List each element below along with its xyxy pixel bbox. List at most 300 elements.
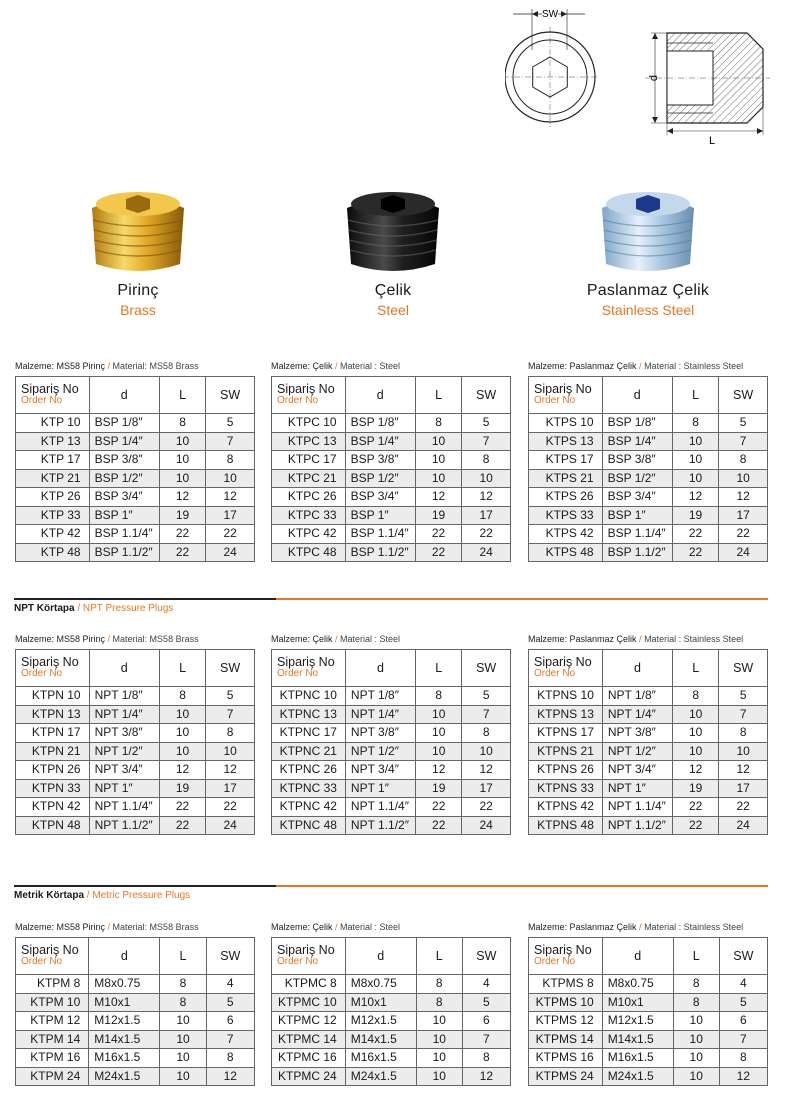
length-cell: 10 xyxy=(416,1012,462,1031)
thread-cell: M10x1 xyxy=(602,993,673,1012)
divider xyxy=(276,885,768,887)
material-label: Malzeme: MS58 Pirinç / Material: MS58 Brass xyxy=(15,361,199,371)
sw-cell: 8 xyxy=(719,724,768,743)
length-cell: 22 xyxy=(416,798,462,817)
length-cell: 22 xyxy=(415,543,461,562)
order-no-cell: KTPNS 10 xyxy=(529,687,603,706)
thread-cell: BSP 1.1/4″ xyxy=(602,525,672,544)
thread-cell: NPT 1/2″ xyxy=(602,742,672,761)
length-cell: 22 xyxy=(416,816,462,835)
sw-cell: 5 xyxy=(719,687,768,706)
thread-cell: M16x1.5 xyxy=(89,1049,160,1068)
header-order-no-tr: Sipariş No xyxy=(534,382,592,396)
length-cell: 10 xyxy=(160,1049,206,1068)
length-cell: 22 xyxy=(415,525,461,544)
thread-cell: M10x1 xyxy=(89,993,160,1012)
header-sw: SW xyxy=(206,650,255,687)
sw-cell: 7 xyxy=(462,432,511,451)
material-label: Malzeme: Çelik / Material : Steel xyxy=(271,922,401,932)
length-cell: 22 xyxy=(159,798,205,817)
length-cell: 10 xyxy=(416,1030,462,1049)
order-no-cell: KTPMC 14 xyxy=(272,1030,346,1049)
length-cell: 22 xyxy=(159,543,205,562)
table-row xyxy=(529,798,768,817)
thread-cell: M8x0.75 xyxy=(89,975,160,994)
table-row xyxy=(272,469,511,488)
sw-cell: 7 xyxy=(206,1030,254,1049)
product-name-tr: Çelik xyxy=(374,282,412,299)
length-cell: 19 xyxy=(416,779,462,798)
sw-cell: 17 xyxy=(206,506,255,525)
bsp-stainless-table xyxy=(528,376,768,562)
header-order-no-en: Order No xyxy=(21,956,63,967)
order-no-cell: KTPMC 10 xyxy=(272,993,346,1012)
sw-cell: 10 xyxy=(719,742,768,761)
sw-cell: 12 xyxy=(719,1067,767,1086)
table-row xyxy=(16,451,255,470)
header-l: L xyxy=(160,938,206,975)
table-row xyxy=(272,525,511,544)
thread-cell: NPT 3/8″ xyxy=(345,724,415,743)
sw-cell: 22 xyxy=(462,525,511,544)
sw-cell: 8 xyxy=(462,1049,510,1068)
order-no-cell: KTPM 12 xyxy=(16,1012,89,1031)
d-label: d xyxy=(648,74,660,82)
product-name-tr: Paslanmaz Çelik xyxy=(586,282,710,299)
order-no-cell: KTPNC 42 xyxy=(272,798,346,817)
sw-cell: 8 xyxy=(206,451,255,470)
sw-cell: 24 xyxy=(206,543,255,562)
order-no-cell: KTPS 48 xyxy=(529,543,603,562)
order-no-cell: KTPMC 12 xyxy=(272,1012,346,1031)
sw-cell: 8 xyxy=(206,724,255,743)
length-cell: 12 xyxy=(672,488,718,507)
header-l: L xyxy=(673,938,719,975)
order-no-cell: KTPNC 33 xyxy=(272,779,346,798)
length-cell: 19 xyxy=(673,779,719,798)
table-row xyxy=(16,506,255,525)
table-row xyxy=(272,1030,511,1049)
length-cell: 10 xyxy=(672,432,718,451)
table-row xyxy=(16,993,255,1012)
material-label: Malzeme: Paslanmaz Çelik / Material : Stainless Steel xyxy=(528,922,744,932)
table-row xyxy=(16,779,255,798)
thread-cell: NPT 1/4″ xyxy=(89,705,159,724)
thread-cell: BSP 1.1/4″ xyxy=(89,525,159,544)
thread-cell: M24x1.5 xyxy=(345,1067,416,1086)
sw-cell: 8 xyxy=(719,451,768,470)
order-no-cell: KTPMC 16 xyxy=(272,1049,346,1068)
thread-cell: M16x1.5 xyxy=(345,1049,416,1068)
product-stainless xyxy=(548,186,748,318)
sw-cell: 24 xyxy=(719,816,768,835)
thread-cell: M8x0.75 xyxy=(602,975,673,994)
order-no-cell: KTPM 10 xyxy=(16,993,89,1012)
order-no-cell: KTPN 17 xyxy=(16,724,90,743)
table-row xyxy=(529,469,768,488)
table-row xyxy=(529,816,768,835)
table-row xyxy=(16,543,255,562)
order-no-cell: KTPNC 21 xyxy=(272,742,346,761)
table-row xyxy=(272,798,511,817)
metric-brass-table xyxy=(15,937,255,1086)
table-row xyxy=(529,724,768,743)
thread-cell: NPT 1.1/2″ xyxy=(89,816,159,835)
thread-cell: M24x1.5 xyxy=(602,1067,673,1086)
thread-cell: BSP 3/8″ xyxy=(602,451,672,470)
order-no-cell: KTPS 21 xyxy=(529,469,603,488)
order-no-cell: KTPM 16 xyxy=(16,1049,89,1068)
header-sw: SW xyxy=(462,938,510,975)
thread-cell: BSP 1″ xyxy=(602,506,672,525)
sw-cell: 5 xyxy=(719,414,768,433)
sw-cell: 7 xyxy=(206,705,255,724)
length-cell: 12 xyxy=(416,761,462,780)
table-row xyxy=(529,432,768,451)
table-header xyxy=(16,938,255,975)
thread-cell: M12x1.5 xyxy=(89,1012,160,1031)
order-no-cell: KTPC 13 xyxy=(272,432,346,451)
table-header xyxy=(529,650,768,687)
order-no-cell: KTPNC 48 xyxy=(272,816,346,835)
material-label: Malzeme: MS58 Pirinç / Material: MS58 Brass xyxy=(15,634,199,644)
table-row xyxy=(16,1049,255,1068)
length-cell: 22 xyxy=(159,816,205,835)
order-no-cell: KTPM 8 xyxy=(16,975,89,994)
order-no-cell: KTPM 24 xyxy=(16,1067,89,1086)
sw-cell: 22 xyxy=(462,798,511,817)
length-cell: 19 xyxy=(159,506,205,525)
header-order-no xyxy=(16,650,90,687)
table-row xyxy=(272,543,511,562)
length-cell: 10 xyxy=(160,1012,206,1031)
order-no-cell: KTPM 14 xyxy=(16,1030,89,1049)
sw-cell: 22 xyxy=(719,525,768,544)
table-row xyxy=(16,724,255,743)
header-sw: SW xyxy=(462,650,511,687)
npt-section-header: NPT Körtapa / NPT Pressure Plugs xyxy=(14,603,768,623)
sw-cell: 5 xyxy=(206,687,255,706)
table-row xyxy=(529,779,768,798)
order-no-cell: KTPNC 17 xyxy=(272,724,346,743)
order-no-cell: KTP 10 xyxy=(16,414,90,433)
table-row xyxy=(16,798,255,817)
order-no-cell: KTPNS 33 xyxy=(529,779,603,798)
order-no-cell: KTP 17 xyxy=(16,451,90,470)
length-cell: 8 xyxy=(673,687,719,706)
thread-cell: NPT 1.1/4″ xyxy=(89,798,159,817)
length-cell: 10 xyxy=(416,1049,462,1068)
length-cell: 10 xyxy=(416,742,462,761)
sw-cell: 10 xyxy=(719,469,768,488)
table-row xyxy=(16,975,255,994)
table-row xyxy=(272,1067,511,1086)
metric-stainless-table xyxy=(528,937,768,1086)
table-row xyxy=(272,488,511,507)
header-sw: SW xyxy=(719,938,767,975)
sw-cell: 10 xyxy=(462,469,511,488)
sw-cell: 12 xyxy=(206,488,255,507)
stainless-plug-image xyxy=(588,186,708,276)
header-order-no xyxy=(272,938,346,975)
sw-cell: 5 xyxy=(462,687,511,706)
length-cell: 10 xyxy=(673,705,719,724)
sw-cell: 12 xyxy=(719,761,768,780)
thread-cell: NPT 3/8″ xyxy=(602,724,672,743)
length-cell: 10 xyxy=(416,724,462,743)
sw-cell: 5 xyxy=(719,993,767,1012)
header-sw: SW xyxy=(719,377,768,414)
table-row xyxy=(529,742,768,761)
thread-cell: M14x1.5 xyxy=(345,1030,416,1049)
material-label: Malzeme: Çelik / Material : Steel xyxy=(271,634,401,644)
header-d: d xyxy=(89,650,159,687)
sw-cell: 22 xyxy=(719,798,768,817)
table-row xyxy=(529,506,768,525)
material-label: Malzeme: Paslanmaz Çelik / Material : Stainless Steel xyxy=(528,634,744,644)
table-row xyxy=(16,1012,255,1031)
order-no-cell: KTPMC 24 xyxy=(272,1067,346,1086)
header-order-no-tr: Sipariş No xyxy=(21,655,79,669)
thread-cell: BSP 1.1/2″ xyxy=(345,543,415,562)
thread-cell: BSP 3/4″ xyxy=(89,488,159,507)
header-order-no-en: Order No xyxy=(277,668,319,679)
thread-cell: M24x1.5 xyxy=(89,1067,160,1086)
sw-cell: 17 xyxy=(206,779,255,798)
header-order-no-en: Order No xyxy=(534,668,576,679)
l-label: L xyxy=(708,135,716,145)
table-row xyxy=(529,414,768,433)
table-row xyxy=(529,488,768,507)
thread-cell: NPT 1.1/2″ xyxy=(345,816,415,835)
order-no-cell: KTPS 33 xyxy=(529,506,603,525)
table-row xyxy=(529,761,768,780)
thread-cell: BSP 1/2″ xyxy=(345,469,415,488)
thread-cell: BSP 3/8″ xyxy=(89,451,159,470)
length-cell: 10 xyxy=(415,432,461,451)
table-row xyxy=(16,1067,255,1086)
metric-section-header: Metrik Körtapa / Metric Pressure Plugs xyxy=(14,890,768,910)
sw-cell: 17 xyxy=(462,779,511,798)
header-l: L xyxy=(416,938,462,975)
length-cell: 19 xyxy=(415,506,461,525)
order-no-cell: KTPN 21 xyxy=(16,742,90,761)
table-row xyxy=(16,414,255,433)
header-order-no-tr: Sipariş No xyxy=(21,943,79,957)
thread-cell: BSP 1/8″ xyxy=(89,414,159,433)
order-no-cell: KTPNS 13 xyxy=(529,705,603,724)
thread-cell: NPT 1/8″ xyxy=(602,687,672,706)
sw-cell: 4 xyxy=(719,975,767,994)
length-cell: 8 xyxy=(160,975,206,994)
table-row xyxy=(272,451,511,470)
thread-cell: BSP 1/4″ xyxy=(345,432,415,451)
table-row xyxy=(272,687,511,706)
sw-cell: 8 xyxy=(462,451,511,470)
thread-cell: BSP 1/2″ xyxy=(602,469,672,488)
product-name-en: Stainless Steel xyxy=(601,302,695,318)
thread-cell: BSP 3/4″ xyxy=(345,488,415,507)
divider xyxy=(276,598,768,600)
header-l: L xyxy=(415,377,461,414)
length-cell: 12 xyxy=(415,488,461,507)
table-row xyxy=(529,687,768,706)
sw-cell: 7 xyxy=(462,705,511,724)
length-cell: 10 xyxy=(159,742,205,761)
sw-cell: 8 xyxy=(719,1049,767,1068)
order-no-cell: KTPMS 8 xyxy=(529,975,603,994)
table-row xyxy=(529,1030,768,1049)
sw-cell: 6 xyxy=(719,1012,767,1031)
header-order-no-en: Order No xyxy=(534,395,576,406)
order-no-cell: KTPC 21 xyxy=(272,469,346,488)
thread-cell: NPT 1.1/4″ xyxy=(602,798,672,817)
table-row xyxy=(529,543,768,562)
table-row xyxy=(529,1067,768,1086)
thread-cell: M16x1.5 xyxy=(602,1049,673,1068)
sw-cell: 4 xyxy=(462,975,510,994)
thread-cell: M12x1.5 xyxy=(602,1012,673,1031)
thread-cell: NPT 1.1/4″ xyxy=(345,798,415,817)
material-label: Malzeme: Paslanmaz Çelik / Material : Stainless Steel xyxy=(528,361,744,371)
table-row xyxy=(272,761,511,780)
length-cell: 12 xyxy=(159,761,205,780)
order-no-cell: KTPC 26 xyxy=(272,488,346,507)
header-order-no-tr: Sipariş No xyxy=(534,655,592,669)
order-no-cell: KTPNC 10 xyxy=(272,687,346,706)
length-cell: 10 xyxy=(673,1030,719,1049)
order-no-cell: KTPN 10 xyxy=(16,687,90,706)
sw-cell: 6 xyxy=(206,1012,254,1031)
length-cell: 12 xyxy=(159,488,205,507)
header-sw: SW xyxy=(462,377,511,414)
table-header xyxy=(529,377,768,414)
length-cell: 8 xyxy=(673,975,719,994)
product-name-tr: Pirinç xyxy=(117,282,159,299)
sw-cell: 22 xyxy=(206,525,255,544)
sw-cell: 12 xyxy=(719,488,768,507)
length-cell: 8 xyxy=(159,687,205,706)
order-no-cell: KTPS 13 xyxy=(529,432,603,451)
order-no-cell: KTPN 33 xyxy=(16,779,90,798)
order-no-cell: KTPS 42 xyxy=(529,525,603,544)
thread-cell: BSP 1/4″ xyxy=(602,432,672,451)
material-label: Malzeme: Çelik / Material : Steel xyxy=(271,361,401,371)
sw-cell: 17 xyxy=(719,779,768,798)
header-l: L xyxy=(673,650,719,687)
thread-cell: NPT 1/8″ xyxy=(89,687,159,706)
thread-cell: NPT 3/8″ xyxy=(89,724,159,743)
length-cell: 8 xyxy=(416,687,462,706)
technical-drawing xyxy=(505,5,775,145)
header-d: d xyxy=(602,938,673,975)
thread-cell: BSP 3/8″ xyxy=(345,451,415,470)
npt-stainless-table xyxy=(528,649,768,835)
length-cell: 10 xyxy=(673,742,719,761)
header-d: d xyxy=(345,650,415,687)
header-order-no xyxy=(16,377,90,414)
thread-cell: M14x1.5 xyxy=(602,1030,673,1049)
length-cell: 10 xyxy=(673,1067,719,1086)
table-row xyxy=(529,525,768,544)
thread-cell: NPT 1.1/2″ xyxy=(602,816,672,835)
table-row xyxy=(272,705,511,724)
order-no-cell: KTPMS 12 xyxy=(529,1012,603,1031)
order-no-cell: KTPS 26 xyxy=(529,488,603,507)
length-cell: 8 xyxy=(159,414,205,433)
thread-cell: M8x0.75 xyxy=(345,975,416,994)
npt-steel-table xyxy=(271,649,511,835)
order-no-cell: KTPN 26 xyxy=(16,761,90,780)
header-d: d xyxy=(89,938,160,975)
thread-cell: NPT 3/4″ xyxy=(345,761,415,780)
thread-cell: BSP 1″ xyxy=(89,506,159,525)
sw-cell: 12 xyxy=(462,1067,510,1086)
header-order-no xyxy=(16,938,89,975)
header-d: d xyxy=(345,938,416,975)
length-cell: 8 xyxy=(416,993,462,1012)
header-order-no-en: Order No xyxy=(277,956,319,967)
sw-cell: 12 xyxy=(206,1067,254,1086)
sw-cell: 12 xyxy=(206,761,255,780)
thread-cell: M14x1.5 xyxy=(89,1030,160,1049)
sw-cell: 6 xyxy=(462,1012,510,1031)
header-order-no-tr: Sipariş No xyxy=(21,382,79,396)
thread-cell: BSP 1″ xyxy=(345,506,415,525)
header-sw: SW xyxy=(206,377,255,414)
thread-cell: NPT 1/4″ xyxy=(345,705,415,724)
table-header xyxy=(272,938,511,975)
sw-cell: 5 xyxy=(462,993,510,1012)
table-row xyxy=(16,687,255,706)
header-order-no-en: Order No xyxy=(21,395,63,406)
order-no-cell: KTP 26 xyxy=(16,488,90,507)
table-row xyxy=(272,816,511,835)
table-row xyxy=(16,816,255,835)
order-no-cell: KTPMS 14 xyxy=(529,1030,603,1049)
length-cell: 8 xyxy=(415,414,461,433)
thread-cell: NPT 1″ xyxy=(89,779,159,798)
header-order-no xyxy=(272,650,346,687)
order-no-cell: KTPNC 13 xyxy=(272,705,346,724)
thread-cell: NPT 1/2″ xyxy=(89,742,159,761)
product-name-en: Brass xyxy=(120,302,156,318)
sw-cell: 12 xyxy=(462,761,511,780)
section-view xyxy=(645,33,770,145)
length-cell: 10 xyxy=(159,705,205,724)
table-row xyxy=(272,432,511,451)
sw-cell: 7 xyxy=(719,705,768,724)
length-cell: 10 xyxy=(416,1067,462,1086)
length-cell: 8 xyxy=(416,975,462,994)
sw-cell: 10 xyxy=(206,742,255,761)
table-row xyxy=(272,1012,511,1031)
product-brass xyxy=(38,186,238,318)
length-cell: 10 xyxy=(159,724,205,743)
length-cell: 10 xyxy=(673,1012,719,1031)
material-label: Malzeme: MS58 Pirinç / Material: MS58 Brass xyxy=(15,922,199,932)
header-order-no xyxy=(529,938,603,975)
thread-cell: BSP 1/8″ xyxy=(345,414,415,433)
thread-cell: NPT 1″ xyxy=(602,779,672,798)
header-order-no xyxy=(529,650,603,687)
order-no-cell: KTPC 42 xyxy=(272,525,346,544)
thread-cell: NPT 3/4″ xyxy=(89,761,159,780)
thread-cell: NPT 3/4″ xyxy=(602,761,672,780)
order-no-cell: KTPN 48 xyxy=(16,816,90,835)
order-no-cell: KTPMC 8 xyxy=(272,975,346,994)
length-cell: 10 xyxy=(672,451,718,470)
